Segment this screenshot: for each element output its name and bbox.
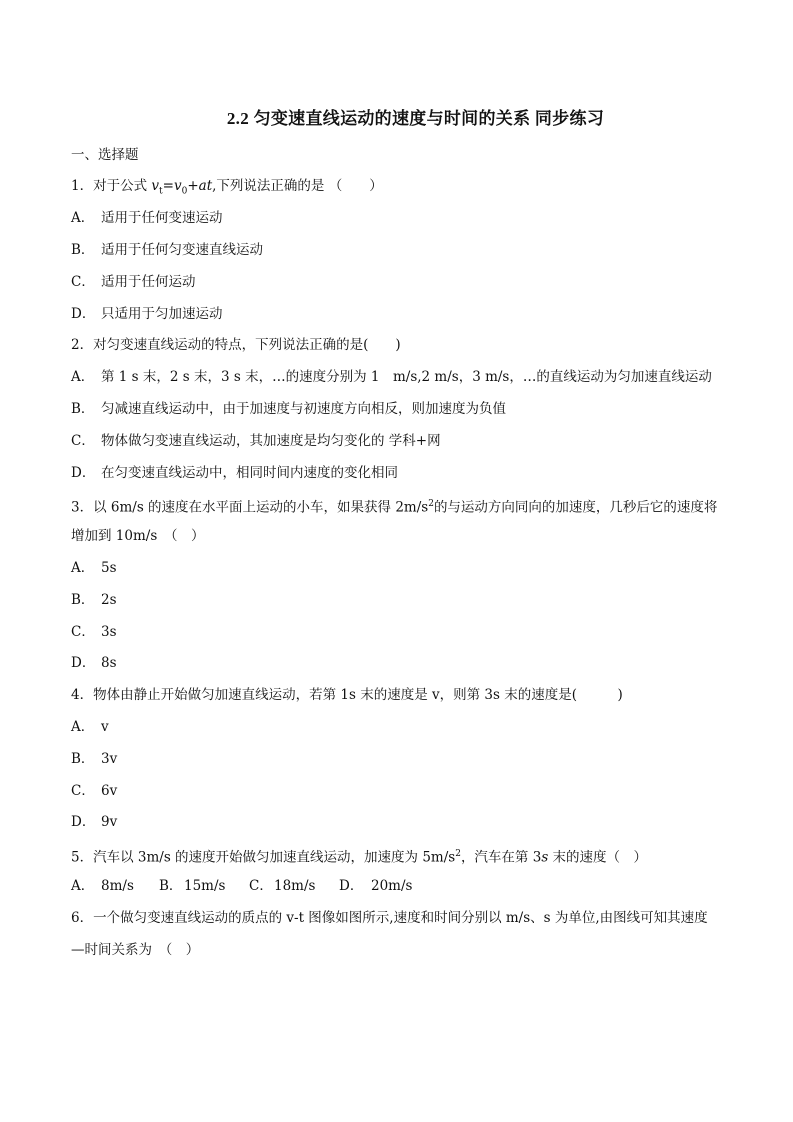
question-6-stem-line1: 6．一个做匀变速直线运动的质点的 v-t 图像如图所示,速度和时间分别以 m/s、s 为单位,由图线可知其速度 — [71, 910, 708, 926]
q5-stem-sup: 2 — [455, 849, 461, 859]
q4-option-a — [71, 717, 109, 737]
q2-option-a — [71, 367, 712, 387]
option-label: C． — [71, 783, 95, 799]
option-text: 适用于任何匀变速直线运动 — [101, 242, 263, 258]
option-text: 物体做匀变速直线运动，其加速度是均匀变化的 学科+网 — [101, 433, 441, 449]
q3-option-b — [71, 590, 117, 610]
option-text: 匀减速直线运动中，由于加速度与初速度方向相反，则加速度为负值 — [101, 401, 506, 417]
q5-option-d-text: 20m/s — [371, 878, 413, 894]
option-label: D． — [71, 465, 96, 481]
question-3-stem-line2: 增加到 10m/s （ ） — [71, 528, 205, 544]
q4-option-c — [71, 781, 117, 801]
q1-formula-eq: = — [162, 178, 174, 194]
option-label: C． — [71, 274, 95, 290]
q2-option-d — [71, 463, 398, 483]
question-2-stem: 2．对匀变速直线运动的特点，下列说法正确的是( ) — [71, 337, 401, 353]
q1-suffix: ,下列说法正确的是 （ ） — [212, 178, 383, 194]
option-label: B． — [71, 401, 95, 417]
option-text: 第 1 s 末，2 s 末，3 s 末，…的速度分别为 1 m/s,2 m/s，3 m/s，…的直线运动为匀加速直线运动 — [101, 369, 712, 385]
option-label: B． — [71, 751, 95, 767]
question-1-stem — [71, 176, 383, 202]
q5-options-row — [71, 876, 412, 896]
q1-option-a — [71, 208, 223, 228]
q5-option-a-label: A． — [71, 878, 95, 894]
q2-option-b — [71, 399, 506, 419]
q1-formula-v: v — [151, 178, 160, 194]
option-text: v — [101, 719, 109, 735]
question-3-stem-line1 — [71, 494, 717, 518]
option-text: 8s — [101, 655, 117, 671]
option-label: A． — [71, 560, 95, 576]
q5-stem-s: s — [541, 849, 549, 866]
option-text: 3s — [101, 624, 117, 640]
q4-option-b — [71, 749, 117, 769]
q1-formula-v0: v — [173, 178, 182, 194]
option-label: A． — [71, 369, 95, 385]
section-heading: 一、选择题 — [71, 147, 139, 163]
option-text: 3v — [101, 751, 118, 767]
q5-option-b-label: B． — [159, 878, 183, 894]
question-6-stem-line2: —时间关系为 （ ） — [71, 942, 200, 958]
q3-stem-sup: 2 — [428, 499, 434, 509]
option-label: C． — [71, 624, 95, 640]
option-label: A． — [71, 210, 95, 226]
question-4-stem: 4．物体由静止开始做匀加速直线运动，若第 1s 末的速度是 v，则第 3s 末的速度是( ) — [71, 687, 623, 703]
option-text: 9v — [101, 814, 118, 830]
question-5-stem — [71, 844, 647, 868]
q1-formula-t: t — [159, 186, 163, 197]
q2-option-c — [71, 431, 441, 451]
option-text: 适用于任何运动 — [101, 274, 196, 290]
option-label: D． — [71, 814, 96, 830]
q5-option-b-text: 15m/s — [184, 878, 226, 894]
option-label: B． — [71, 592, 95, 608]
q5-option-a-text: 8m/s — [101, 878, 134, 894]
option-label: B． — [71, 242, 95, 258]
q1-option-d — [71, 304, 223, 324]
q5-option-d-label: D． — [339, 878, 364, 894]
q3-stem-a: 3．以 6m/s 的速度在水平面上运动的小车，如果获得 2m/s — [71, 499, 429, 516]
option-label: D． — [71, 306, 96, 322]
option-text: 只适用于匀加速运动 — [101, 306, 223, 322]
q5-stem-c: 末的速度（ ） — [548, 849, 648, 866]
q3-option-c — [71, 622, 117, 642]
q1-prefix: 1．对于公式 — [71, 178, 152, 194]
q5-option-c-text: 18m/s — [274, 878, 316, 894]
q1-formula-plus: + — [187, 178, 199, 194]
q5-stem-a: 5．汽车以 3m/s 的速度开始做匀加速直线运动，加速度为 5m/s — [71, 849, 456, 866]
q1-option-c — [71, 272, 196, 292]
option-text: 5s — [101, 560, 117, 576]
q1-formula-at: at — [198, 178, 213, 194]
option-text: 在匀变速直线运动中，相同时间内速度的变化相同 — [101, 465, 398, 481]
q5-stem-b: ，汽车在第 3 — [460, 849, 542, 866]
q1-option-b — [71, 240, 263, 260]
q4-option-d — [71, 812, 117, 832]
q1-formula-0: 0 — [181, 186, 188, 197]
option-text: 适用于任何变速运动 — [101, 210, 223, 226]
page-title: 2.2 匀变速直线运动的速度与时间的关系 同步练习 — [226, 109, 605, 128]
option-label: C． — [71, 433, 95, 449]
option-text: 6v — [101, 783, 118, 799]
q3-stem-b: 的与运动方向同向的加速度，几秒后它的速度将 — [433, 499, 718, 516]
option-text: 2s — [101, 592, 117, 608]
q3-option-a — [71, 558, 117, 578]
q5-option-c-label: C． — [249, 878, 273, 894]
option-label: A． — [71, 719, 95, 735]
option-label: D． — [71, 655, 96, 671]
q3-option-d — [71, 653, 117, 673]
